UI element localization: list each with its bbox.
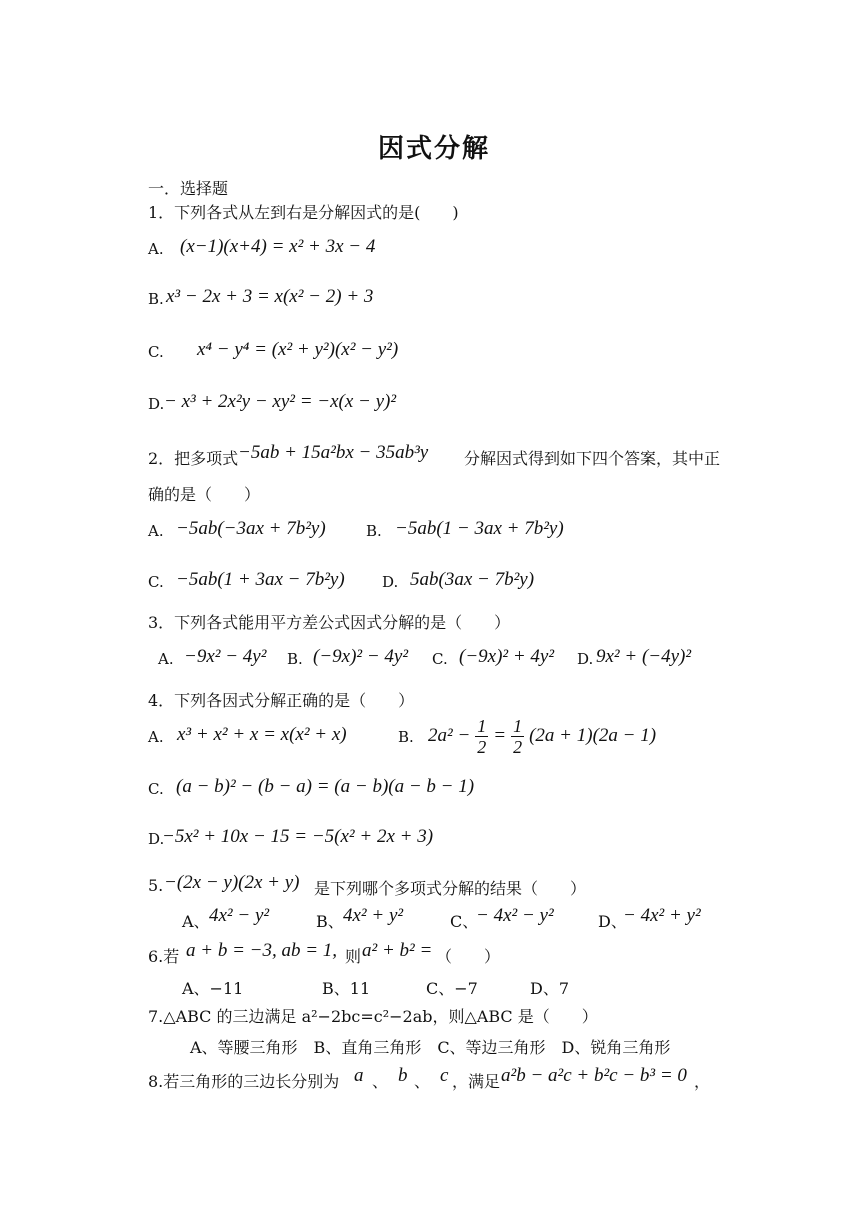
q1-d-label: D. <box>148 395 165 413</box>
q1-b-expr: x³ − 2x + 3 = x(x² − 2) + 3 <box>166 286 374 307</box>
q5-b-expr: 4x² + y² <box>343 905 404 926</box>
q5-number: 5. <box>148 876 164 895</box>
q8-comma: ， <box>694 1072 711 1091</box>
q6-c: C、−7 <box>426 979 478 998</box>
q6-target-expr: a² + b² = <box>362 940 433 961</box>
q8-var-a: a <box>354 1065 364 1086</box>
section-heading: 一．选择题 <box>148 179 229 198</box>
q1-a-label: A. <box>148 240 164 258</box>
q1-b-label: B. <box>148 290 164 308</box>
q5-a-expr: 4x² − y² <box>209 905 270 926</box>
q5-b-label: B、 <box>316 912 344 931</box>
q4-a-expr: x³ + x² + x = x(x² + x) <box>177 724 347 745</box>
q1-c-label: C. <box>148 343 164 361</box>
fraction-one-half <box>475 716 488 757</box>
q4-d-label: D. <box>148 830 165 848</box>
q5-c-label: C、 <box>450 912 479 931</box>
q8-stem-part2: ，满足 <box>452 1072 501 1091</box>
q1-c-expr: x⁴ − y⁴ = (x² + y²)(x² − y²) <box>197 339 399 360</box>
fraction-numerator: 1 <box>477 715 487 736</box>
q4-b-expr-eq: = <box>493 725 507 746</box>
q2-b-expr: −5ab(1 − 3ax + 7b²y) <box>395 518 564 539</box>
q5-expression: −(2x − y)(2x + y) <box>164 872 300 893</box>
q6-then: 则 <box>345 947 362 966</box>
fraction-denominator: 2 <box>477 736 487 757</box>
q3-c-label: C. <box>432 650 448 668</box>
q5-stem: 是下列哪个多项式分解的结果（ ） <box>314 879 587 898</box>
page-title: 因式分解 <box>378 134 491 164</box>
q3-c-expr: (−9x)² + 4y² <box>459 646 555 667</box>
q2-stem-part1: 2．把多项式 <box>148 449 239 468</box>
fraction-one-half-2 <box>511 716 524 757</box>
q3-b-expr: (−9x)² − 4y² <box>313 646 409 667</box>
q2-c-expr: −5ab(1 + 3ax − 7b²y) <box>176 569 345 590</box>
q5-c-expr: − 4x² − y² <box>476 905 554 926</box>
q6-number: 6.若 <box>148 947 180 966</box>
q7-options: A、等腰三角形 B、直角三角形 C、等边三角形 D、锐角三角形 <box>190 1038 671 1057</box>
q4-c-expr: (a − b)² − (b − a) = (a − b)(a − b − 1) <box>176 776 475 797</box>
q4-a-label: A. <box>148 728 164 746</box>
q4-b-expr-post: (2a + 1)(2a − 1) <box>529 725 657 746</box>
q4-d-expr: −5x² + 10x − 15 = −5(x² + 2x + 3) <box>162 826 434 847</box>
q6-d: D、7 <box>530 979 570 998</box>
q1-a-expr: (x−1)(x+4) = x² + 3x − 4 <box>180 236 376 257</box>
q4-b-expr-pre: 2a² − <box>428 725 471 746</box>
q6-paren: （ ） <box>436 947 501 966</box>
q2-stem-part2: 分解因式得到如下四个答案，其中正 <box>464 449 721 468</box>
q3-b-label: B. <box>287 650 303 668</box>
q2-stem-part3: 确的是（ ） <box>148 485 261 504</box>
q8-var-b: b <box>398 1065 408 1086</box>
q5-d-label: D、 <box>598 912 627 931</box>
q2-a-expr: −5ab(−3ax + 7b²y) <box>176 518 326 539</box>
q3-a-label: A. <box>158 650 174 668</box>
q1-stem: 1．下列各式从左到右是分解因式的是( ) <box>148 203 459 222</box>
q5-d-expr: − 4x² + y² <box>623 905 701 926</box>
q2-b-label: B. <box>366 522 382 540</box>
q2-d-expr: 5ab(3ax − 7b²y) <box>410 569 535 590</box>
q2-d-label: D. <box>382 573 399 591</box>
fraction-numerator-2: 1 <box>513 715 523 736</box>
q5-a-label: A、 <box>182 912 210 931</box>
q7-stem: 7.△ABC 的三边满足 a²−2bc=c²−2ab，则△ABC 是（ ） <box>148 1007 598 1026</box>
q4-c-label: C. <box>148 780 164 798</box>
q2-c-label: C. <box>148 573 164 591</box>
q3-stem: 3．下列各式能用平方差公式因式分解的是（ ） <box>148 613 511 632</box>
q6-condition: a + b = −3, ab = 1, <box>186 940 338 961</box>
q4-stem: 4．下列各因式分解正确的是（ ） <box>148 691 415 710</box>
q8-expression: a²b − a²c + b²c − b³ = 0 <box>501 1065 687 1086</box>
q2-a-label: A. <box>148 522 164 540</box>
q6-a: A、−11 <box>182 979 244 998</box>
q8-stem-part1: 8.若三角形的三边长分别为 <box>148 1072 340 1091</box>
q2-expression: −5ab + 15a²bx − 35ab³y <box>238 442 429 463</box>
q1-d-expr: − x³ + 2x²y − xy² = −x(x − y)² <box>164 391 397 412</box>
q3-d-label: D. <box>577 650 594 668</box>
q3-d-expr: 9x² + (−4y)² <box>596 646 692 667</box>
q8-sep-2: 、 <box>414 1072 431 1091</box>
q3-a-expr: −9x² − 4y² <box>184 646 267 667</box>
q8-sep-1: 、 <box>372 1072 389 1091</box>
q4-b-expr <box>428 714 656 758</box>
q8-var-c: c <box>440 1065 449 1086</box>
q6-b: B、11 <box>322 979 371 998</box>
q4-b-label: B. <box>398 728 414 746</box>
fraction-denominator-2: 2 <box>513 736 523 757</box>
